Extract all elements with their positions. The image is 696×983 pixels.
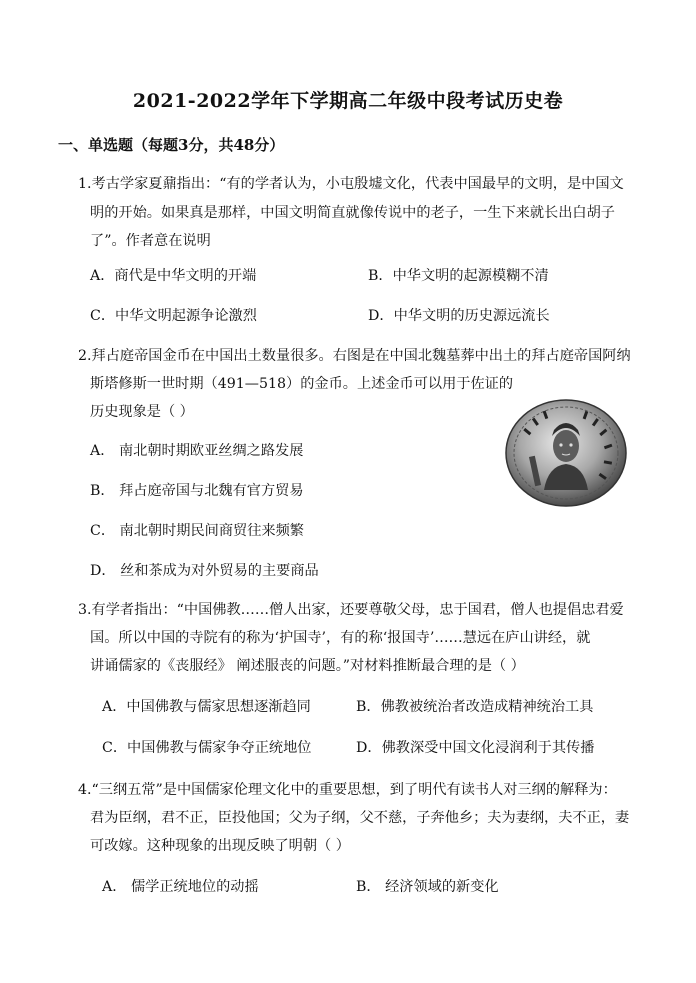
q2-option-d: D． 丝和茶成为对外贸易的主要商品 bbox=[90, 563, 319, 579]
q3-line-3: 讲诵儒家的《丧服经》 阐述服丧的问题。”对材料推断最合理的是（ ） bbox=[90, 658, 525, 674]
q1-line-2: 明的开始。如果真是那样，中国文明简直就像传说中的老子，一生下来就长出白胡子 bbox=[90, 205, 615, 221]
q1-option-b: B．中华文明的起源模糊不清 bbox=[368, 268, 549, 284]
q3-line-1: 3.有学者指出：“中国佛教……僧人出家，还要尊敬父母，忠于国君，僧人也提倡忠君爱 bbox=[78, 602, 624, 618]
q4-line-2: 君为臣纲，君不正，臣投他国；父为子纲，父不慈，子奔他乡；夫为妻纲，夫不正，妻 bbox=[90, 810, 630, 826]
byzantine-coin-image bbox=[504, 398, 628, 508]
q1-option-c: C．中华文明起源争论激烈 bbox=[90, 308, 257, 324]
q2-option-a: A． 南北朝时期欧亚丝绸之路发展 bbox=[90, 443, 304, 459]
q2-line-1: 2.拜占庭帝国金币在中国出土数量很多。右图是在中国北魏墓葬中出土的拜占庭帝国阿纳 bbox=[78, 348, 631, 364]
q2-option-b: B． 拜占庭帝国与北魏有官方贸易 bbox=[90, 483, 304, 499]
q1-option-d: D．中华文明的历史源远流长 bbox=[368, 308, 550, 324]
q3-option-b: B．佛教被统治者改造成精神统治工具 bbox=[356, 699, 594, 715]
section-heading: 一、单选题（每题3分，共48分） bbox=[58, 136, 285, 154]
q1-option-a: A．商代是中华文明的开端 bbox=[90, 268, 257, 284]
q2-line-2: 斯塔修斯一世时期（491—518）的金币。上述金币可以用于佐证的 bbox=[90, 376, 514, 392]
q3-option-d: D．佛教深受中国文化浸润利于其传播 bbox=[356, 740, 595, 756]
q3-option-a: A．中国佛教与儒家思想逐渐趋同 bbox=[102, 699, 311, 715]
q4-line-1: 4.“三纲五常”是中国儒家伦理文化中的重要思想，到了明代有读书人对三纲的解释为： bbox=[78, 782, 617, 798]
q4-option-a: A． 儒学正统地位的动摇 bbox=[102, 879, 259, 895]
q4-line-3: 可改嫁。这种现象的出现反映了明朝（ ） bbox=[90, 838, 350, 854]
exam-title: 2021-2022学年下学期高二年级中段考试历史卷 bbox=[132, 90, 564, 112]
q2-line-3: 历史现象是（ ） bbox=[90, 404, 194, 420]
q4-option-b: B． 经济领域的新变化 bbox=[356, 879, 499, 895]
q3-line-2: 国。所以中国的寺院有的称为‘护国寺’，有的称‘报国寺’……慧远在庐山讲经，就 bbox=[90, 630, 591, 646]
q3-option-c: C．中国佛教与儒家争夺正统地位 bbox=[102, 740, 312, 756]
q1-line-1: 1.考古学家夏鼐指出：“有的学者认为，小屯殷墟文化，代表中国最早的文明，是中国文 bbox=[78, 176, 624, 192]
q2-option-c: C． 南北朝时期民间商贸往来频繁 bbox=[90, 523, 304, 539]
q1-line-3: 了”。作者意在说明 bbox=[90, 233, 211, 249]
